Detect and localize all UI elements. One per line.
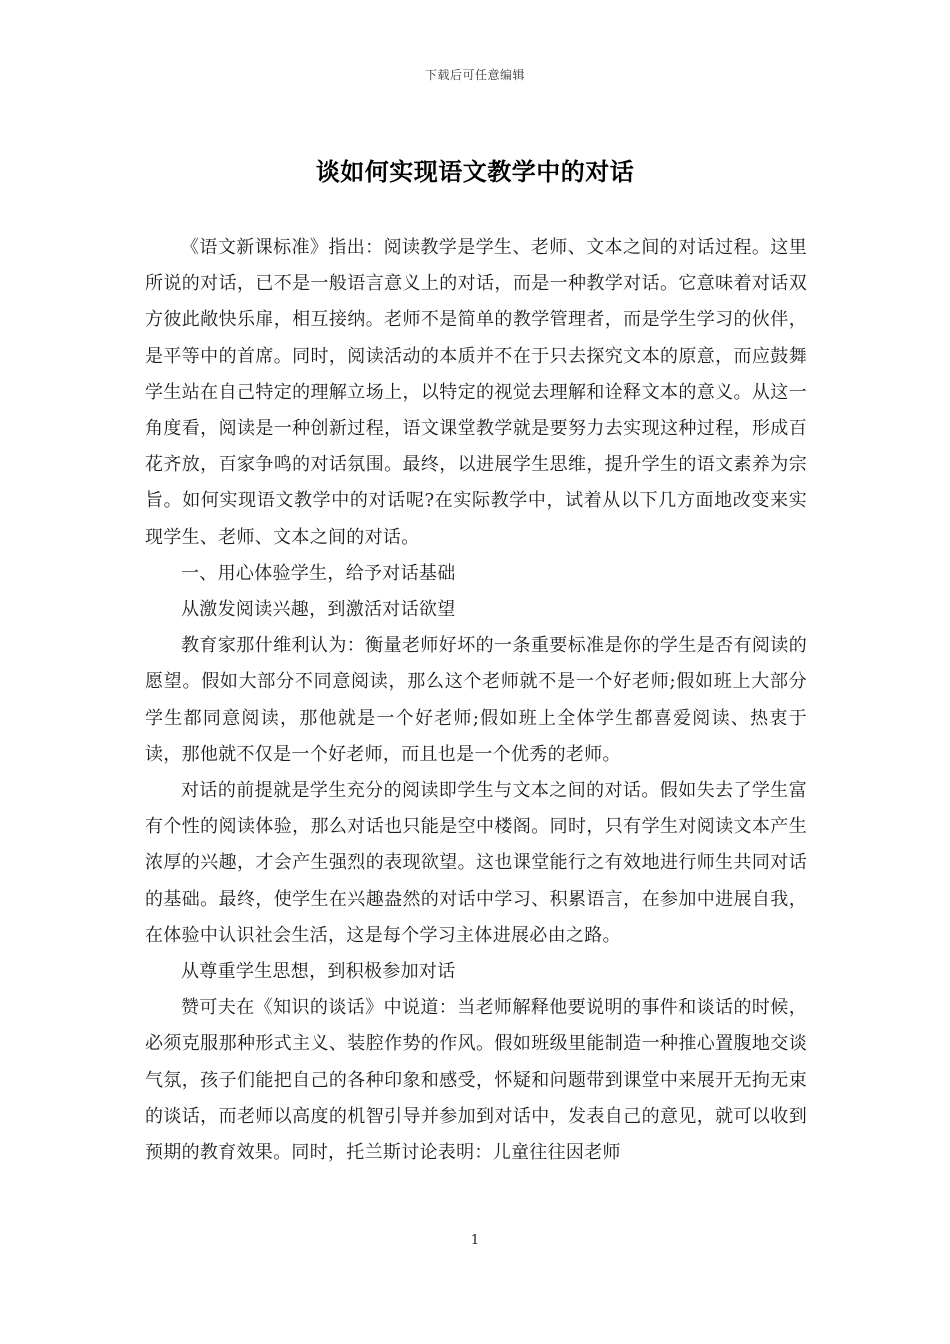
paragraph-body: 对话的前提就是学生充分的阅读即学生与文本之间的对话。假如失去了学生富有个性的阅读体验，那么对话也只能是空中楼阁。同时，只有学生对阅读文本产生浓厚的兴趣，才会产生强烈的表现欲望。这也课堂能行之有效地进行师生共同对话的基础。最终，使学生在兴趣盎然的对话中学习、积累语言，在参加中进展自我，在体验中认识社会生活，这是每个学习主体进展必由之路。 <box>145 780 807 946</box>
paragraph-intro: 《语文新课标准》指出：阅读教学是学生、老师、文本之间的对话过程。这里所说的对话，已不是一般语言意义上的对话，而是一种教学对话。它意味着对话双方彼此敞快乐扉，相互接纳。老师不是简单的教学管理者，而是学生学习的伙伴，是平等中的首席。同时，阅读活动的本质并不在于只去探究文本的原意，而应鼓舞学生站在自己特定的理解立场上，以特定的视觉去理解和诠释文本的意义。从这一角度看，阅读是一种创新过程，语文课堂教学就是要努力去实现这种过程，形成百花齐放，百家争鸣的对话氛围。最终，以进展学生思维，提升学生的语文素养为宗旨。如何实现语文教学中的对话呢?在实际教学中，试着从以下几方面地改变来实现学生、老师、文本之间的对话。 <box>145 237 807 548</box>
document-body <box>145 230 807 1171</box>
subsection-heading-2: 从尊重学生思想，到积极参加对话 <box>181 961 456 983</box>
page-number: 1 <box>470 1233 480 1248</box>
header-note: 下载后可任意编辑 <box>424 68 525 82</box>
document-title: 谈如何实现语文教学中的对话 <box>315 157 635 186</box>
section-heading-1: 一、用心体验学生，给予对话基础 <box>181 562 456 584</box>
subsection-heading-1: 从激发阅读兴趣，到激活对话欲望 <box>181 599 456 621</box>
paragraph-body: 赞可夫在《知识的谈话》中说道：当老师解释他要说明的事件和谈话的时候，必须克服那种形式主义、装腔作势的作风。假如班级里能制造一种推心置腹地交谈气氛，孩子们能把自己的各种印象和感受，怀疑和问题带到课堂中来展开无拘无束的谈话，而老师以高度的机智引导并参加到对话中，发表自己的意见，就可以收到预期的教育效果。同时，托兰斯讨论表明：儿童往往因老师 <box>145 997 807 1164</box>
paragraph-body: 教育家那什维利认为：衡量老师好坏的一条重要标准是你的学生是否有阅读的愿望。假如大部分不同意阅读，那么这个老师就不是一个好老师;假如班上大部分学生都同意阅读，那他就是一个好老师;假如班上全体学生都喜爱阅读、热衷于读，那他就不仅是一个好老师，而且也是一个优秀的老师。 <box>145 635 807 765</box>
